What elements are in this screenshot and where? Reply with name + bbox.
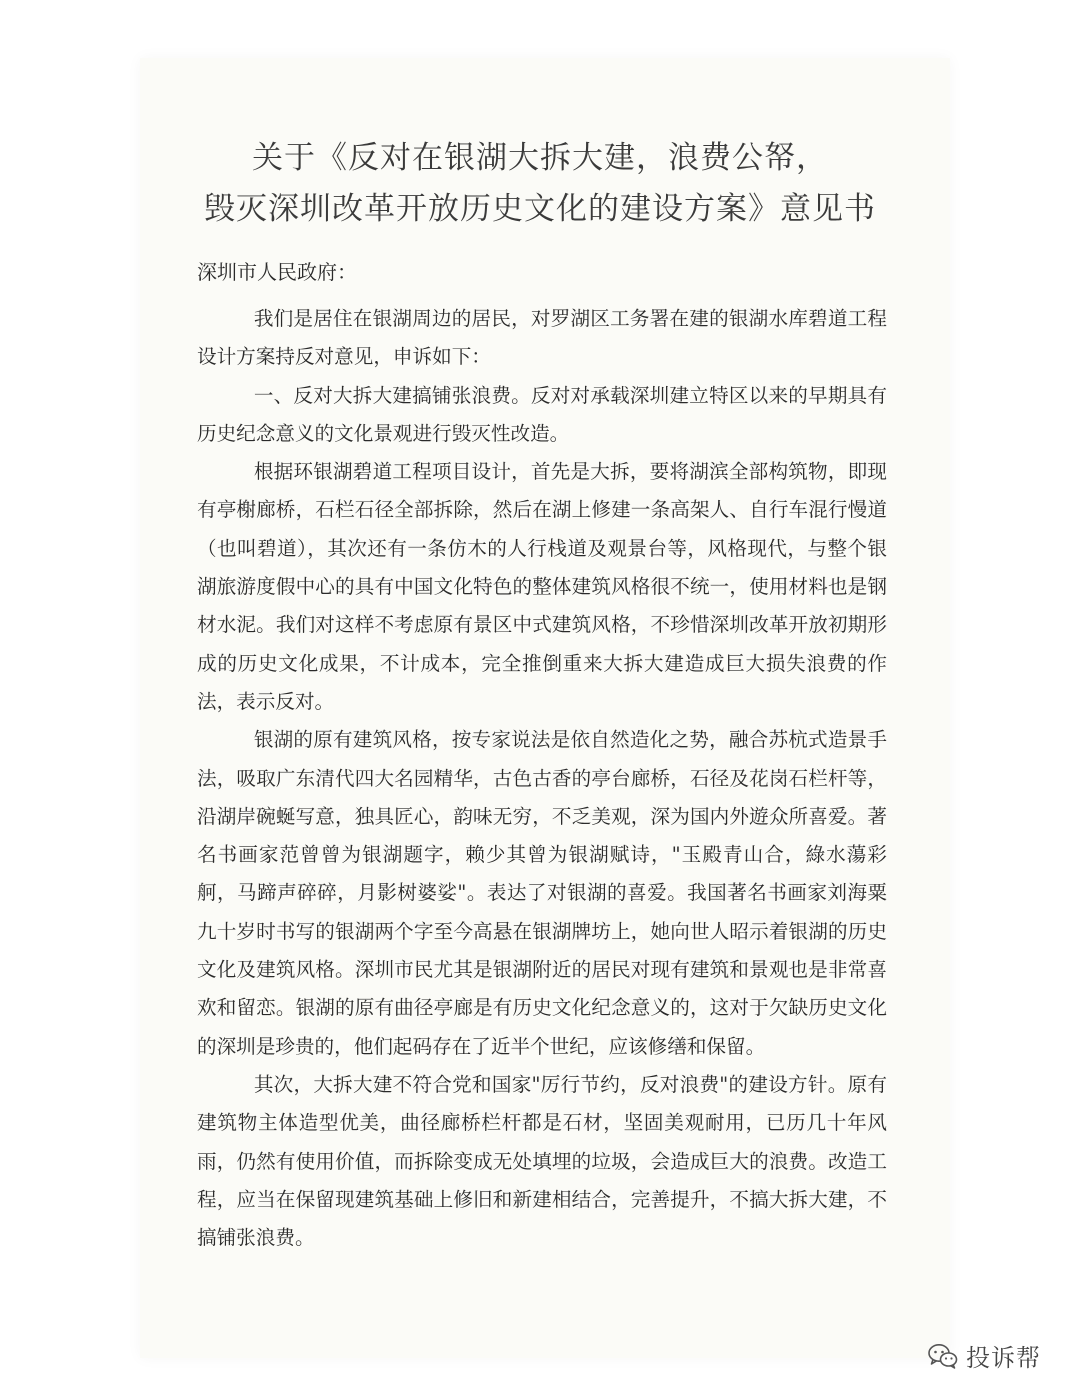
salutation: 深圳市人民政府： [197,260,357,284]
source-watermark [928,1338,1041,1373]
wechat-icon [928,1343,958,1369]
paragraph: 一、反对大拆大建搞铺张浪费。反对对承载深圳建立特区以来的早期具有历史纪念意义的文化景观进行毁灭性改造。 [197,383,887,445]
paragraph: 我们是居住在银湖周边的居民，对罗湖区工务署在建的银湖水库碧道工程设计方案持反对意见，申诉如下： [197,307,887,369]
paragraph: 银湖的原有建筑风格，按专家说法是依自然造化之势，融合苏杭式造景手法，吸取广东清代四大名园精华，古色古香的亭台廊桥，石径及花岗石栏杆等，沿湖岸碗蜒写意，独具匠心，韵味无穷，不乏美观，深为国内外遊众所喜爱。著名书画家范曾曾为银湖题字，赖少其曾为银湖赋诗，"玉殿青山合，綠水蕩彩舸，马蹄声碎碎，月影树婆娑"。表达了对银湖的喜爱。我国著名书画家刘海粟九十岁时书写的银湖两个字至今高悬在银湖牌坊上，她向世人昭示着银湖的历史文化及建筑风格。深圳市民尤其是银湖附近的居民对现有建筑和景观也是非常喜欢和留恋。银湖的原有曲径亭廊是有历史文化纪念意义的，这对于欠缺历史文化的深圳是珍贵的，他们起码存在了近半个世纪，应该修缮和保留。 [197,728,887,1058]
watermark-text: 投诉帮 [966,1344,1041,1372]
paragraph: 根据环银湖碧道工程项目设计，首先是大拆，要将湖滨全部构筑物，即现有亭榭廊桥，石栏石径全部拆除，然后在湖上修建一条高架人、自行车混行慢道（也叫碧道），其次还有一条仿木的人行栈道及观景台等，风格现代，与整个银湖旅游度假中心的具有中国文化特色的整体建筑风格很不统一，使用材料也是钢材水泥。我们对这样不考虑原有景区中式建筑风格，不珍惜深圳改革开放初期形成的历史文化成果，不计成本，完全推倒重来大拆大建造成巨大损失浪费的作法，表示反对。 [197,460,887,713]
document-title-line-2: 毁灭深圳改革开放历史文化的建设方案》意见书 [204,191,876,227]
document-title-line-1: 关于《反对在银湖大拆大建，浪费公帑， [252,140,828,176]
paragraph: 其次，大拆大建不符合党和国家"厉行节约，反对浪费"的建设方针。原有建筑物主体造型优美，曲径廊桥栏杆都是石材，坚固美观耐用，已历几十年风雨，仍然有使用价值，而拆除变成无处填埋的垃圾，会造成巨大的浪费。改造工程，应当在保留现建筑基础上修旧和新建相结合，完善提升，不搞大拆大建，不搞铺张浪费。 [197,1072,887,1250]
document-body [197,300,887,1257]
